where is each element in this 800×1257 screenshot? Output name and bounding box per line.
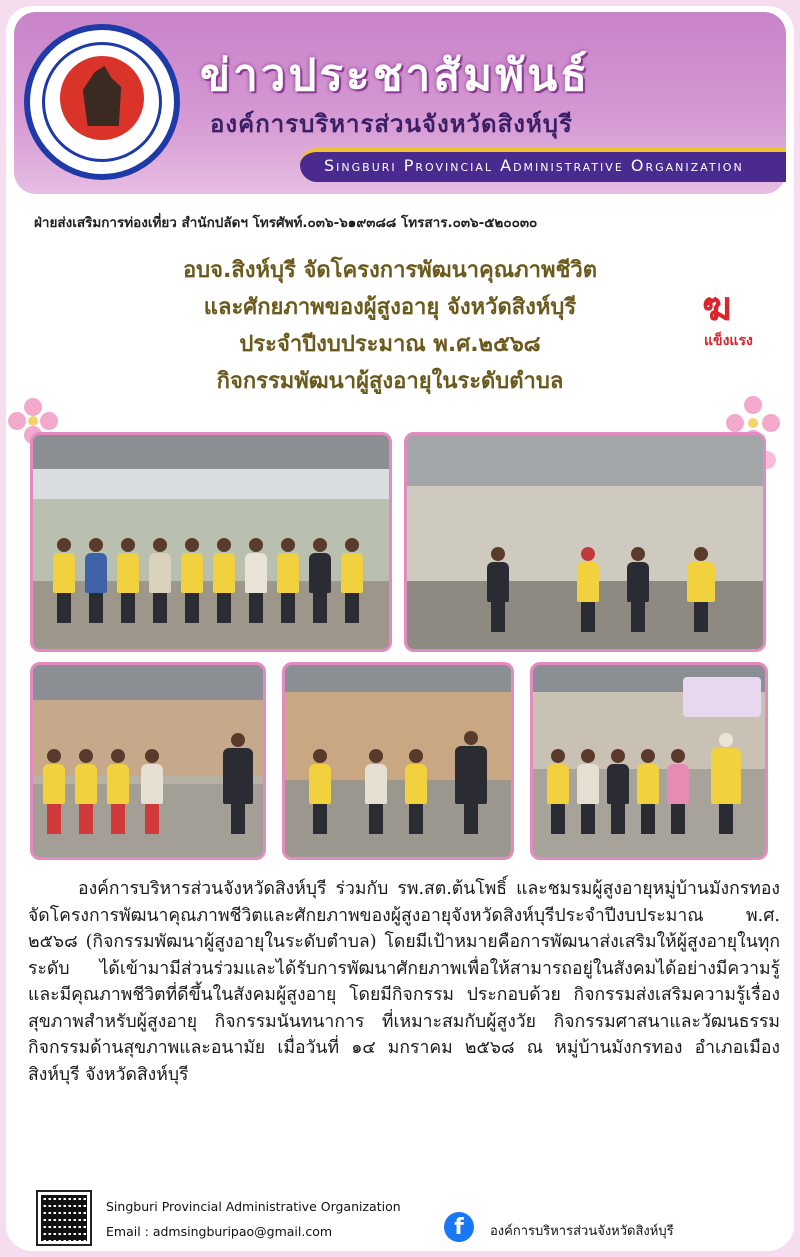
badge-main: ฆ [702, 283, 732, 330]
news-title [80, 252, 700, 400]
english-name-band [300, 148, 786, 182]
subhead: องค์การบริหารส่วนจังหวัดสิงห์บุรี [210, 110, 573, 138]
activity-photo-line [530, 662, 768, 860]
badge-sub: แข็งแรง [704, 333, 753, 349]
headline: ข่าวประชาสัมพันธ์ [200, 50, 591, 101]
activity-photo-audience [30, 662, 266, 860]
title-line: ประจำปีงบประมาณ พ.ศ.๒๕๖๘ [239, 332, 541, 357]
pao-logo [24, 24, 180, 180]
english-name: Singburi Provincial Administrative Organization [324, 156, 744, 175]
qr-code-icon[interactable] [36, 1190, 92, 1246]
banner-sign [683, 677, 761, 717]
footer-facebook-name[interactable]: องค์การบริหารส่วนจังหวัดสิงห์บุรี [490, 1224, 674, 1239]
activity-photo-group [30, 432, 392, 652]
title-line: อบจ.สิงห์บุรี จัดโครงการพัฒนาคุณภาพชีวิต [182, 258, 598, 283]
activity-photo-exercise [282, 662, 514, 860]
footer-email[interactable]: Email : admsingburipao@gmail.com [106, 1224, 333, 1239]
contact-line: ฝ่ายส่งเสริมการท่องเที่ยว สำนักปลัดฯ โทรศัพท์.๐๓๖-๖๑๙๓๘๘ โทรสาร.๐๓๖-๕๒๐๐๓๐ [34, 215, 538, 231]
strong-badge [698, 284, 774, 360]
footer-org-name: Singburi Provincial Administrative Organization [106, 1199, 401, 1214]
news-body [28, 876, 780, 1088]
activity-photo-dance [404, 432, 766, 652]
title-line: และศักยภาพของผู้สูงอายุ จังหวัดสิงห์บุรี [203, 295, 577, 320]
title-line: กิจกรรมพัฒนาผู้สูงอายุในระดับตำบล [216, 369, 564, 394]
body-paragraph: องค์การบริหารส่วนจังหวัดสิงห์บุรี ร่วมกับ รพ.สต.ต้นโพธิ์ และชมรมผู้สูงอายุหมู่บ้านมังกรทอง จัดโครงการพัฒนาคุณภาพชีวิตและศักยภาพของผู้สูงอายุจังหวัดสิงห์บุรีประจำปีงบประมาณ พ.ศ. ๒๕๖๘ (กิจกรรมพัฒนาผู้สูงอายุในระดับตำบล) โดยมีเป้าหมายคือการพัฒนาส่งเสริมให้ผู้สูงอายุในทุกระดับ ได้เข้ามามีส่วนร่วมและได้รับการพัฒนาศักยภาพเพื่อให้สามารถอยู่ในสังคมได้อย่างมีความรู้ และมีคุณภาพชีวิตที่ดีขึ้นในสังคมผู้สูงอายุ โดยมีกิจกรรม ประกอบด้วย กิจกรรมส่งเสริมความรู้เรื่องสุขภาพสำหรับผู้สูงอายุ กิจกรรมนันทนาการ ที่เหมาะสมกับผู้สูงวัย กิจกรรมศาสนาและวัฒนธรรม กิจกรรมด้านสุขภาพและอนามัย เมื่อวันที่ ๑๔ มกราคม ๒๕๖๘ ณ หมู่บ้านมังกรทอง อำเภอเมืองสิงห์บุรี จังหวัดสิงห์บุรี [28, 879, 780, 1085]
facebook-icon[interactable]: f [444, 1212, 474, 1242]
